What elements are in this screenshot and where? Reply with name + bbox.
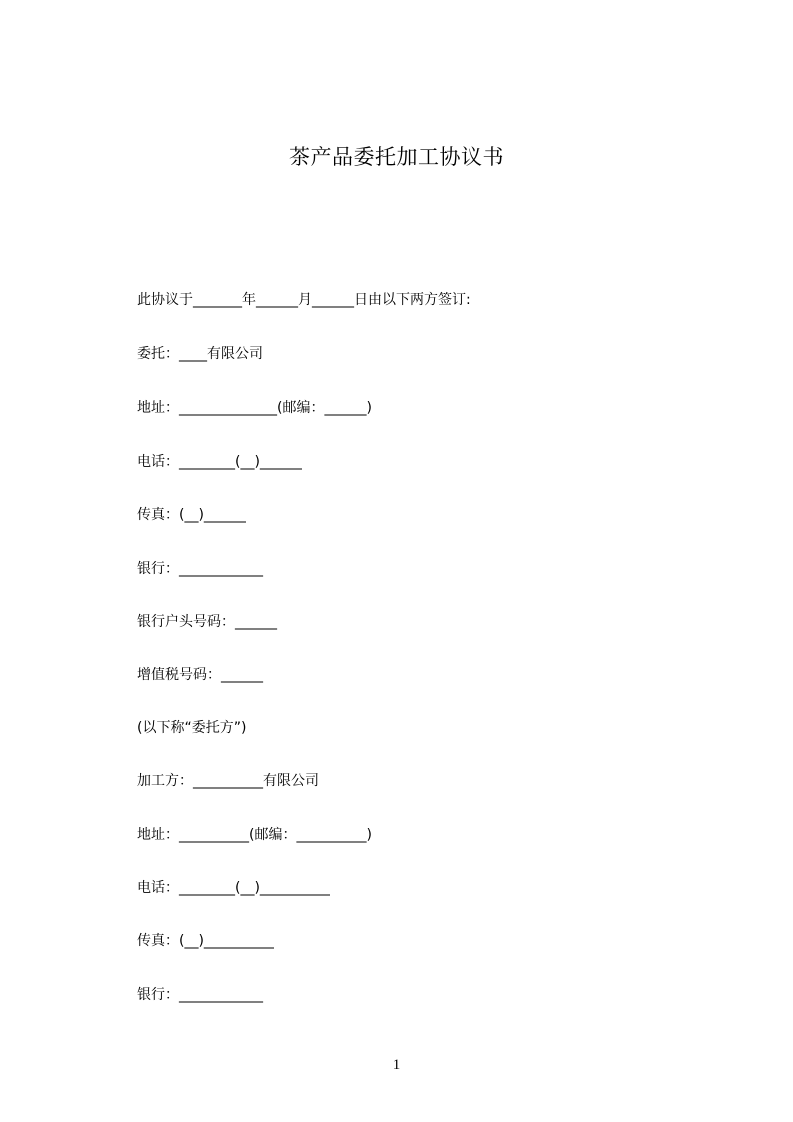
processor-company-line bbox=[137, 772, 319, 790]
processor-bank-line bbox=[137, 986, 263, 1004]
client-bank-line bbox=[137, 560, 263, 578]
line-text: 此协议于_______年______月______日由以下两方签订: bbox=[137, 292, 471, 308]
client-address-line bbox=[137, 399, 372, 417]
line-text: 电话：________(__)__________ bbox=[137, 880, 330, 896]
line-text: 银行：____________ bbox=[137, 561, 263, 577]
processor-phone-line bbox=[137, 879, 330, 897]
client-vat-number-line bbox=[137, 666, 263, 684]
processor-fax-line bbox=[137, 932, 274, 950]
agreement-date-line bbox=[137, 291, 471, 309]
document-title: 茶产品委托加工协议书 bbox=[289, 145, 504, 169]
line-text: 传真：(__)__________ bbox=[137, 933, 274, 949]
client-fax-line bbox=[137, 506, 246, 524]
line-text: (以下称“委托方”) bbox=[137, 720, 247, 736]
line-text: 增值税号码：______ bbox=[137, 667, 263, 683]
line-text: 银行：____________ bbox=[137, 987, 263, 1003]
client-bank-account-line bbox=[137, 613, 277, 631]
client-company-line bbox=[137, 345, 263, 363]
page-number: 1 bbox=[392, 1057, 401, 1073]
line-text: 地址：______________(邮编：______) bbox=[137, 400, 372, 416]
line-text: 委托：____有限公司 bbox=[137, 346, 263, 362]
line-text: 加工方：__________有限公司 bbox=[137, 773, 319, 789]
line-text: 银行户头号码：______ bbox=[137, 614, 277, 630]
line-text: 电话：________(__)______ bbox=[137, 454, 302, 470]
line-text: 地址：__________(邮编：__________) bbox=[137, 827, 372, 843]
client-designation-line bbox=[137, 719, 246, 737]
line-text: 传真：(__)______ bbox=[137, 507, 246, 523]
processor-address-line bbox=[137, 826, 372, 844]
client-phone-line bbox=[137, 453, 302, 471]
